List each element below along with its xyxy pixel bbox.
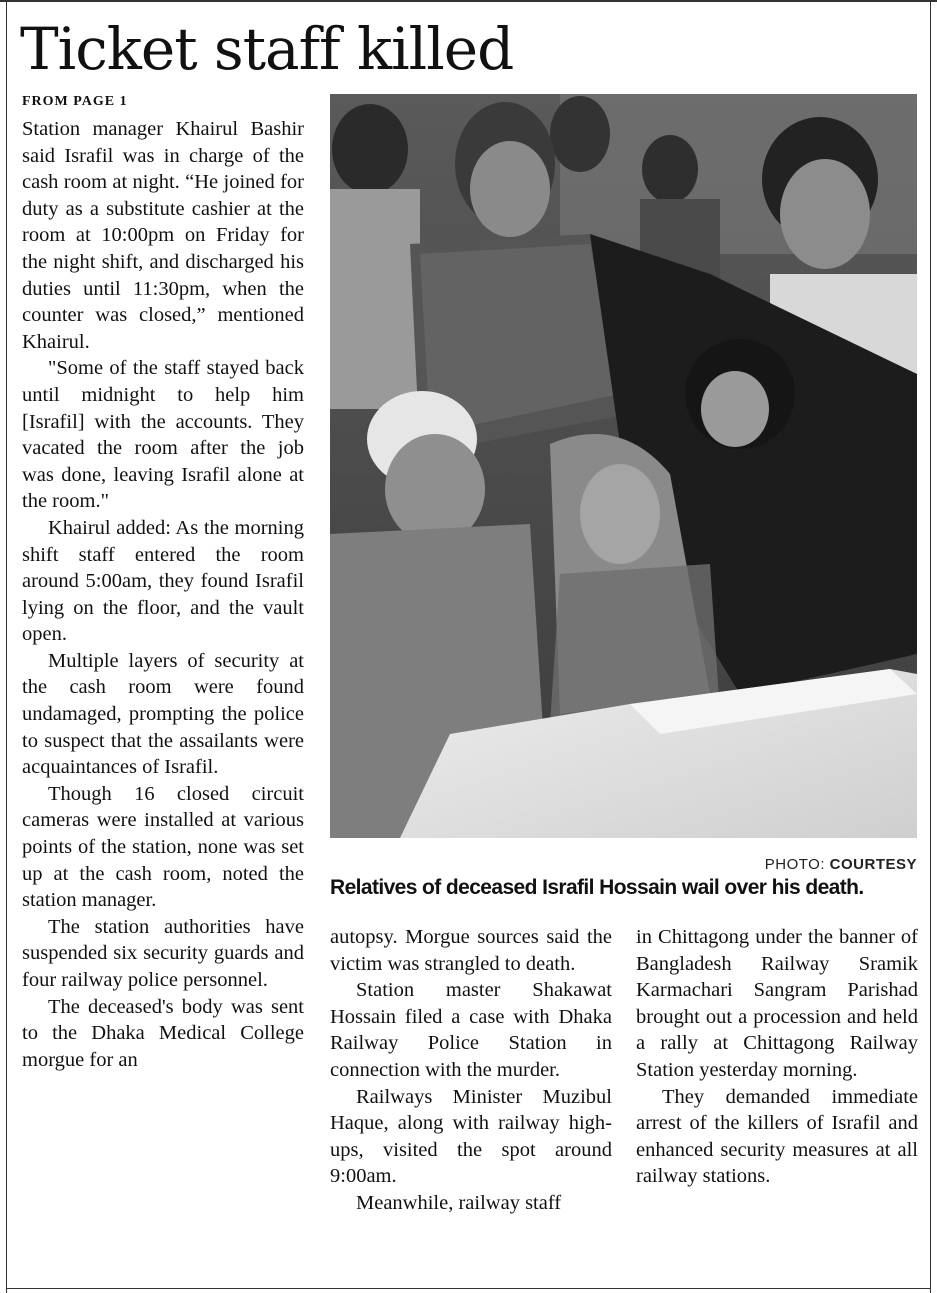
page-left-rule xyxy=(6,0,7,1293)
article-column-3 xyxy=(636,924,918,1190)
photo-credit-prefix: PHOTO: xyxy=(764,856,825,873)
article-column-2 xyxy=(330,924,612,1217)
article-column-1 xyxy=(22,116,304,1073)
paragraph: Khairul added: As the morning shift staff entered the room around 5:00am, they found Israfil lying on the floor, and the vault open. xyxy=(22,516,304,646)
paragraph: autopsy. Morgue sources said the victim was strangled to death. xyxy=(330,926,612,975)
paragraph: Railways Minister Muzibul Haque, along with railway high-ups, visited the spot around 9:00am. xyxy=(330,1085,612,1188)
page-bottom-rule xyxy=(6,1288,931,1289)
paragraph: Station master Shakawat Hossain filed a case with Dhaka Railway Police Station in connection with the murder. xyxy=(330,979,612,1081)
jump-label: FROM PAGE 1 xyxy=(22,94,128,109)
paragraph: in Chittagong under the banner of Bangladesh Railway Sramik Karmachari Sangram Parishad brought out a procession and held a rally at Chittagong Railway Station yesterday morning. xyxy=(636,926,918,1081)
photo-credit-name: COURTESY xyxy=(829,856,917,873)
paragraph: The station authorities have suspended six security guards and four railway police personnel. xyxy=(22,915,304,991)
page-right-rule xyxy=(930,0,931,1293)
paragraph: The deceased's body was sent to the Dhaka Medical College morgue for an xyxy=(22,995,304,1071)
paragraph: Meanwhile, railway staff xyxy=(356,1191,562,1214)
paragraph: Multiple layers of security at the cash room were found undamaged, prompting the police to suspect that the assailants were acquaintances of Israfil. xyxy=(22,649,304,779)
page-top-rule xyxy=(0,0,937,8)
headline: Ticket staff killed xyxy=(20,15,514,83)
news-photo xyxy=(330,94,917,838)
paragraph: Though 16 closed circuit cameras were installed at various points of the station, none was set up at the cash room, noted the station manager. xyxy=(22,782,304,912)
photo-illustration xyxy=(330,94,917,838)
paragraph: Station manager Khairul Bashir said Israfil was in charge of the cash room at night. “He joined for duty as a substitute cashier at the room at 10:00pm on Friday for the night shift, and discharged his duties until 11:30pm, when the counter was closed,” mentioned Khairul. xyxy=(22,118,304,353)
photo-credit xyxy=(765,856,917,873)
paragraph: They demanded immediate arrest of the killers of Israfil and enhanced security measures at all railway stations. xyxy=(636,1085,918,1188)
paragraph: "Some of the staff stayed back until midnight to help him [Israfil] with the accounts. They vacated the room after the job was done, leaving Israfil alone at the room." xyxy=(22,357,304,513)
photo-caption: Relatives of deceased Israfil Hossain wail over his death. xyxy=(330,876,864,899)
